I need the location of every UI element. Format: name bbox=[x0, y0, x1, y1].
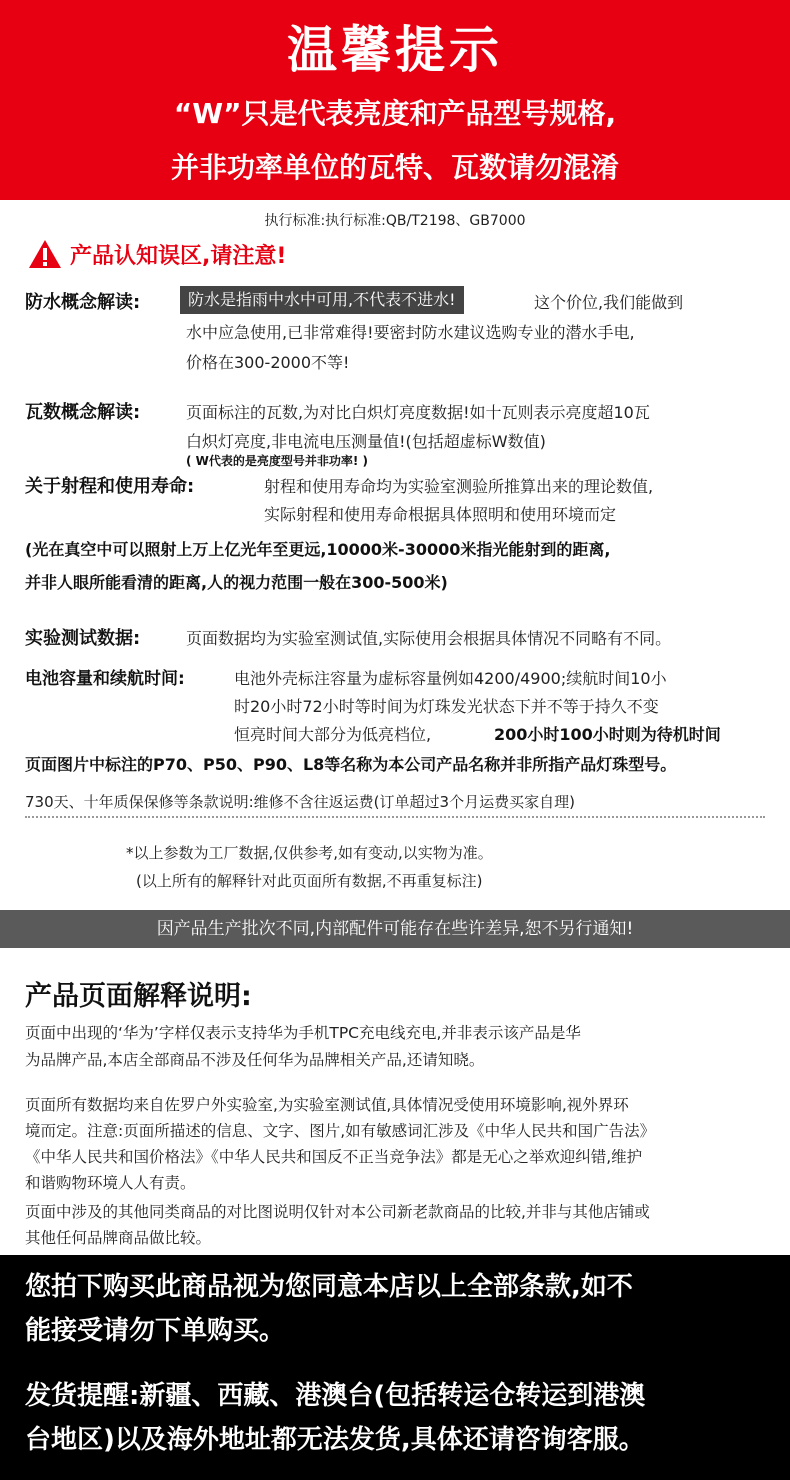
wattage-label: 瓦数概念解读: bbox=[25, 402, 141, 423]
explain-p2-line-2: 境而定。注意:页面所描述的信息、文字、图片,如有敏感词汇涉及《中华人民共和国广告法》 bbox=[25, 1122, 656, 1140]
explain-title: 产品页面解释说明: bbox=[25, 981, 252, 1012]
agree-line-2: 能接受请勿下单购买。 bbox=[25, 1316, 286, 1346]
waterproof-label: 防水概念解读: bbox=[25, 292, 141, 313]
top-banner bbox=[0, 0, 790, 200]
explain-p1-line-1: 页面中出现的‘华为’字样仅表示支持华为手机TPC充电线充电,并非表示该产品是华 bbox=[25, 1024, 581, 1042]
banner-line-1: “W”只是代表亮度和产品型号规格, bbox=[173, 97, 617, 130]
range-bold-2: 并非人眼所能看清的距离,人的视力范围一般在300-500米) bbox=[25, 573, 448, 592]
wattage-line-1: 页面标注的瓦数,为对比白炽灯亮度数据!如十瓦则表示亮度超10瓦 bbox=[186, 403, 650, 422]
battery-line-1: 电池外壳标注容量为虚标容量例如4200/4900;续航时间10小 bbox=[234, 669, 667, 688]
footer-notice bbox=[0, 1255, 790, 1480]
model-note: 页面图片中标注的P70、P50、P90、L8等名称为本公司产品名称并非所指产品灯珠型号。 bbox=[25, 755, 677, 774]
dotted-divider bbox=[25, 816, 765, 818]
execution-standard: 执行标准:执行标准:QB/T2198、GB7000 bbox=[264, 213, 526, 229]
warning-triangle-icon bbox=[28, 239, 62, 269]
warning-text: 产品认知误区,请注意! bbox=[70, 243, 287, 269]
waterproof-line-3: 价格在300-2000不等! bbox=[186, 353, 350, 372]
lab-label: 实验测试数据: bbox=[25, 628, 141, 649]
params-line-1: *以上参数为工厂数据,仅供参考,如有变动,以实物为准。 bbox=[126, 844, 493, 862]
explain-p2-line-1: 页面所有数据均来自佐罗户外实验室,为实验室测试值,具体情况受使用环境影响,视外界环 bbox=[25, 1096, 629, 1114]
warranty-note: 730天、十年质保保修等条款说明:维修不含往返运费(订单超过3个月运费买家自理) bbox=[25, 793, 575, 811]
explain-p1-line-2: 为品牌产品,本店全部商品不涉及任何华为品牌相关产品,还请知晓。 bbox=[25, 1051, 485, 1069]
batch-notice-bar: 因产品生产批次不同,内部配件可能存在些许差异,恕不另行通知! bbox=[0, 910, 790, 948]
explain-p2-line-4: 和谐购物环境人人有责。 bbox=[25, 1174, 196, 1192]
battery-line-3a: 恒亮时间大部分为低亮档位, bbox=[234, 725, 432, 744]
battery-line-2: 时20小时72小时等时间为灯珠发光状态下并不等于持久不变 bbox=[234, 697, 659, 716]
waterproof-highlight: 防水是指雨中水中可用,不代表不进水! bbox=[180, 286, 464, 314]
warning-heading bbox=[28, 236, 286, 272]
battery-label: 电池容量和续航时间: bbox=[25, 669, 185, 689]
wattage-note: ( W代表的是亮度型号并非功率! ) bbox=[186, 454, 369, 468]
waterproof-line-2: 水中应急使用,已非常难得!要密封防水建议选购专业的潜水手电, bbox=[186, 323, 635, 342]
explain-p3-line-1: 页面中涉及的其他同类商品的对比图说明仅针对本公司新老款商品的比较,并非与其他店铺或 bbox=[25, 1203, 650, 1221]
shipping-line-1: 发货提醒:新疆、西藏、港澳台(包括转运仓转运到港澳 bbox=[25, 1381, 646, 1411]
range-line-2: 实际射程和使用寿命根据具体照明和使用环境而定 bbox=[264, 505, 617, 524]
wattage-line-2: 白炽灯亮度,非电流电压测量值!(包括超虚标W数值) bbox=[186, 432, 546, 451]
battery-line-3b: 200小时100小时则为待机时间 bbox=[494, 725, 721, 744]
explain-p3-line-2: 其他任何品牌商品做比较。 bbox=[25, 1229, 212, 1247]
explain-p2-line-3: 《中华人民共和国价格法》《中华人民共和国反不正当竞争法》都是无心之举欢迎纠错,维护 bbox=[25, 1148, 643, 1166]
waterproof-line-1: 这个价位,我们能做到 bbox=[534, 293, 684, 312]
range-bold-1: (光在真空中可以照射上万上亿光年至更远,10000米-30000米指光能射到的距离, bbox=[25, 540, 611, 559]
banner-line-2: 并非功率单位的瓦特、瓦数请勿混淆 bbox=[170, 151, 619, 184]
params-line-2: (以上所有的解释针对此页面所有数据,不再重复标注) bbox=[136, 872, 483, 890]
range-label: 关于射程和使用寿命: bbox=[25, 476, 195, 497]
range-line-1: 射程和使用寿命均为实验室测验所推算出来的理论数值, bbox=[264, 477, 654, 496]
agree-line-1: 您拍下购买此商品视为您同意本店以上全部条款,如不 bbox=[25, 1272, 633, 1302]
shipping-line-2: 台地区)以及海外地址都无法发货,具体还请咨询客服。 bbox=[25, 1425, 645, 1455]
banner-title: 温馨提示 bbox=[287, 21, 503, 79]
lab-text: 页面数据均为实验室测试值,实际使用会根据具体情况不同略有不同。 bbox=[186, 629, 672, 648]
